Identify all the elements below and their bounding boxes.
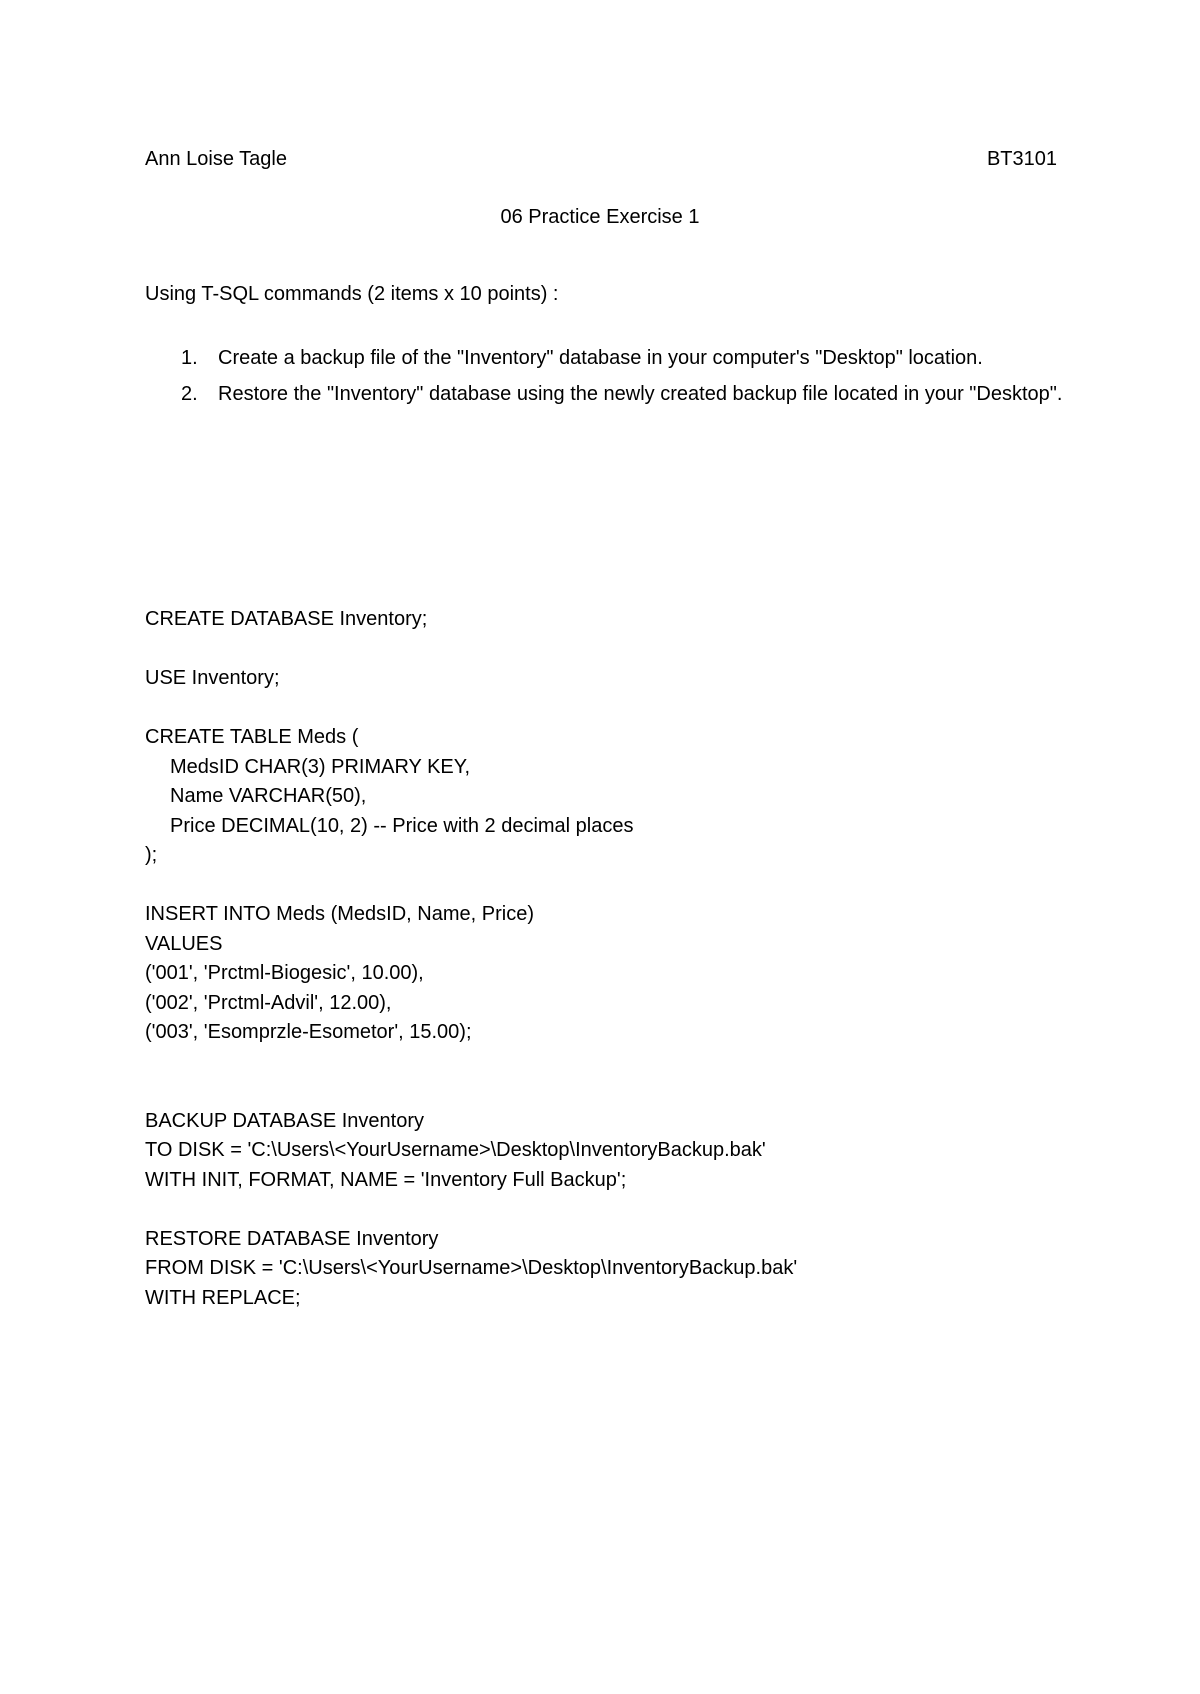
code-line: [145, 694, 1065, 724]
task-list: [145, 340, 1065, 412]
task-item: [145, 376, 1065, 412]
code-line: CREATE DATABASE Inventory;: [145, 608, 428, 630]
task-text: Create a backup file of the "Inventory" database in your computer's "Desktop" location.: [218, 347, 983, 369]
code-line: [145, 635, 1065, 665]
sql-code-block: [145, 605, 1065, 1313]
code-line: CREATE TABLE Meds (: [145, 726, 359, 748]
code-line: BACKUP DATABASE Inventory: [145, 1109, 424, 1132]
code-line: USE Inventory;: [145, 667, 280, 689]
task-text: Restore the "Inventory" database using the newly created backup file located in your "Desktop".: [218, 383, 1063, 405]
course-code: BT3101: [986, 148, 1057, 170]
code-line: Name VARCHAR(50),: [170, 785, 367, 807]
task-number: 2.: [181, 383, 198, 405]
instruction-text: Using T-SQL commands (2 items x 10 points) :: [145, 283, 559, 305]
task-item: [145, 340, 1065, 376]
code-line: [145, 1048, 1065, 1078]
code-line: WITH INIT, FORMAT, NAME = 'Inventory Full Backup';: [145, 1168, 627, 1191]
code-line: ('003', 'Esomprzle-Esometor', 15.00);: [145, 1021, 472, 1043]
document-title: 06 Practice Exercise 1: [500, 206, 700, 228]
code-line: ('002', 'Prctml-Advil', 12.00),: [145, 991, 392, 1014]
code-line: MedsID CHAR(3) PRIMARY KEY,: [170, 755, 471, 778]
code-line: TO DISK = 'C:\Users\<YourUsername>\Desktop\InventoryBackup.bak': [145, 1139, 766, 1161]
code-line: FROM DISK = 'C:\Users\<YourUsername>\Desktop\InventoryBackup.bak': [145, 1257, 798, 1279]
code-line: [145, 1195, 1065, 1225]
code-line: ('001', 'Prctml-Biogesic', 10.00),: [145, 962, 424, 984]
code-line: RESTORE DATABASE Inventory: [145, 1227, 439, 1250]
author-name: Ann Loise Tagle: [145, 148, 287, 170]
code-line: Price DECIMAL(10, 2) -- Price with 2 decimal places: [170, 814, 634, 837]
code-line: [145, 1077, 1065, 1107]
code-line: );: [145, 844, 158, 866]
code-line: WITH REPLACE;: [145, 1286, 301, 1309]
code-line: [145, 871, 1065, 901]
code-line: VALUES: [145, 932, 223, 955]
code-line: INSERT INTO Meds (MedsID, Name, Price): [145, 903, 534, 925]
task-number: 1.: [181, 347, 198, 369]
